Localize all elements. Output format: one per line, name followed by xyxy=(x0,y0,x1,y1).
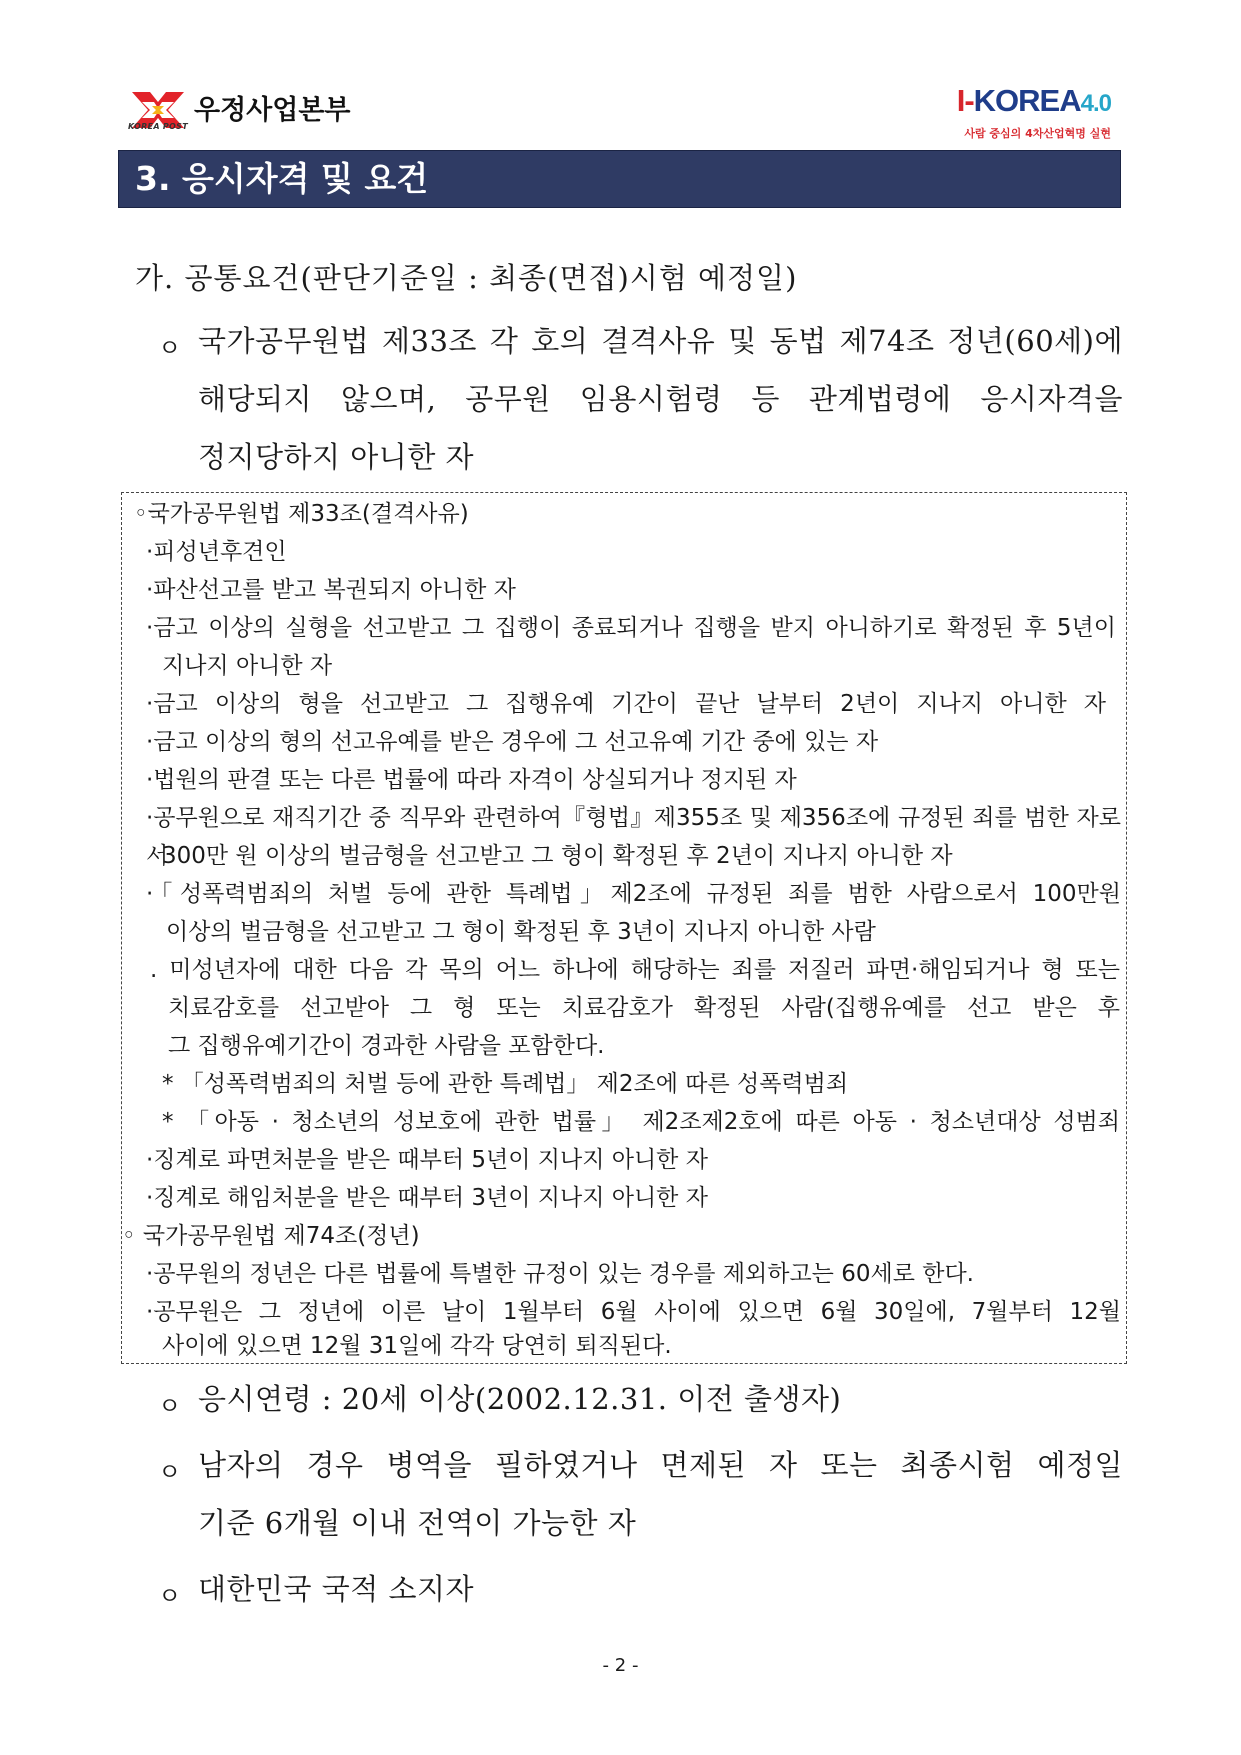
bullet-age xyxy=(158,1370,1123,1428)
law-item: ·금고 이상의 형의 선고유예를 받은 경우에 그 선고유예 기간 중에 있는 자 xyxy=(146,729,879,755)
law-item: ·공무원으로 재직기간 중 직무와 관련하여『형법』제355조 및 제356조에 규정된 죄를 범한 자로서 xyxy=(146,805,1121,869)
law-subitem: * 「성폭력범죄의 처벌 등에 관한 특례법」 제2조에 따른 성폭력범죄 xyxy=(162,1071,849,1097)
law-subitem: * 「아동 · 청소년의 성보호에 관한 법률」 제2조제2호에 따른 아동 · 청소년대상 성범죄 xyxy=(162,1109,1120,1135)
bullet-text-line: 대한민국 국적 소지자 xyxy=(198,1572,475,1606)
law-heading: ◦국가공무원법 제33조(결격사유) xyxy=(134,501,469,527)
law-heading: ◦ 국가공무원법 제74조(정년) xyxy=(122,1223,420,1249)
law-item: ·법원의 판결 또는 다른 법률에 따라 자격이 상실되거나 정지된 자 xyxy=(146,767,797,793)
bullet-circle-icon: ㅇ xyxy=(158,1582,182,1610)
org-name: 우정사업본부 xyxy=(194,95,351,126)
law-item: ·파산선고를 받고 복권되지 아니한 자 xyxy=(146,577,516,603)
law-item: ·「성폭력범죄의 처벌 등에 관한 특례법」제2조에 규정된 죄를 범한 사람으로서 100만원 xyxy=(146,881,1121,907)
law-item: . 미성년자에 대한 다음 각 목의 어느 하나에 해당하는 죄를 저질러 파면·해임되거나 형 또는 xyxy=(150,957,1120,983)
law-item-cont: 이상의 벌금형을 선고받고 그 형이 확정된 후 3년이 지나지 아니한 사람 xyxy=(166,919,876,945)
bullet-text-line: 남자의 경우 병역을 필하였거나 면제된 자 또는 최종시험 예정일 xyxy=(198,1448,1123,1482)
bullet-circle-icon: ㅇ xyxy=(158,1458,182,1486)
law-item-cont: 지나지 아니한 자 xyxy=(162,653,333,679)
law-item-cont: 치료감호를 선고받아 그 형 또는 치료감호가 확정된 사람(집행유예를 선고 받은 후 xyxy=(168,995,1120,1021)
law-item: ·공무원의 정년은 다른 법률에 특별한 규정이 있는 경우를 제외하고는 60세로 한다. xyxy=(146,1261,974,1287)
law-item: ·금고 이상의 실형을 선고받고 그 집행이 종료되거나 집행을 받지 아니하기로 확정된 후 5년이 xyxy=(146,615,1116,641)
bullet-circle-icon: ㅇ xyxy=(158,334,182,362)
i-korea-logo xyxy=(956,83,1111,119)
i-korea-logo-block xyxy=(956,83,1111,141)
bullet-military xyxy=(158,1436,1123,1552)
bullet-circle-icon: ㅇ xyxy=(158,1392,182,1420)
i-korea-prefix: I- xyxy=(956,83,974,118)
law-item-cont: 300만 원 이상의 벌금형을 선고받고 그 형이 확정된 후 2년이 지나지 아니한 자 xyxy=(162,843,953,869)
bullet-text-line: 정지당하지 아니한 자 xyxy=(198,440,475,474)
korea-post-logo-block xyxy=(128,84,351,134)
bullet-nationality xyxy=(158,1560,1123,1618)
law-item: ·공무원은 그 정년에 이른 날이 1월부터 6월 사이에 있으면 6월 30일에, 7월부터 12월 xyxy=(146,1299,1121,1325)
bullet-text-line: 해당되지 않으며, 공무원 임용시험령 등 관계법령에 응시자격을 xyxy=(198,382,1123,416)
law-reference-box xyxy=(121,492,1127,1364)
law-item-cont: 그 집행유예기간이 경과한 사람을 포함한다. xyxy=(168,1033,605,1059)
bullet-text-line: 국가공무원법 제33조 각 호의 결격사유 및 동법 제74조 정년(60세)에 xyxy=(198,324,1123,358)
section-title-bar xyxy=(118,150,1121,208)
page-number: - 2 - xyxy=(602,1655,639,1676)
law-item-cont: 사이에 있으면 12월 31일에 각각 당연히 퇴직된다. xyxy=(162,1333,672,1359)
section-title: 3. 응시자격 및 요건 xyxy=(135,159,429,198)
bullet-disqualification xyxy=(158,312,1123,486)
i-korea-slogan: 사람 중심의 4차산업혁명 실현 xyxy=(964,127,1111,140)
i-korea-version: 4.0 xyxy=(1080,90,1111,117)
korea-post-sub-label: KOREA POST xyxy=(128,122,188,131)
law-item: ·피성년후견인 xyxy=(146,539,287,565)
law-item: ·징계로 파면처분을 받은 때부터 5년이 지나지 아니한 자 xyxy=(146,1147,708,1173)
law-item: ·금고 이상의 형을 선고받고 그 집행유예 기간이 끝난 날부터 2년이 지나지 아니한 자 xyxy=(146,691,1106,717)
subsection-heading: 가. 공통요건(판단기준일 : 최종(면접)시험 예정일) xyxy=(135,261,798,295)
bullet-text-line: 기준 6개월 이내 전역이 가능한 자 xyxy=(198,1506,637,1540)
law-item: ·징계로 해임처분을 받은 때부터 3년이 지나지 아니한 자 xyxy=(146,1185,708,1211)
bullet-text-line: 응시연령 : 20세 이상(2002.12.31. 이전 출생자) xyxy=(198,1382,842,1416)
korea-post-logo-icon xyxy=(128,84,190,134)
i-korea-main: KOREA xyxy=(973,83,1081,118)
